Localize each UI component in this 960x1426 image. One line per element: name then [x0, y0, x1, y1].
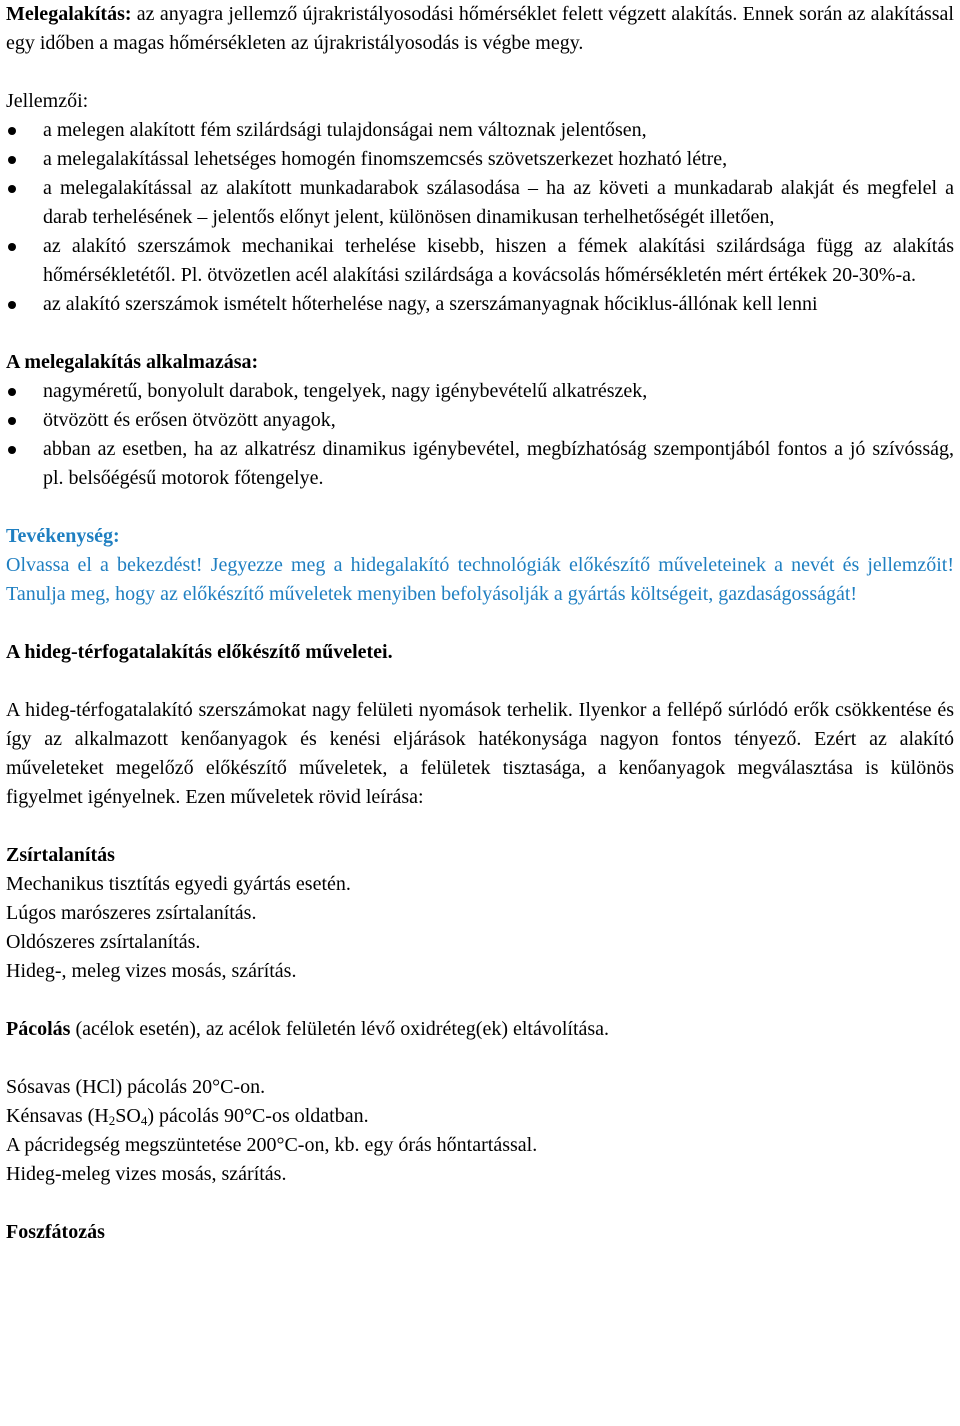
formula-text: SO: [115, 1105, 141, 1127]
pickling-line: A pácridegség megszüntetése 200°C-on, kb. egy órás hőntartással.: [6, 1134, 538, 1156]
list-item: ötvözött és erősen ötvözött anyagok,: [6, 406, 954, 435]
formula-text: ) pácolás 90°C-os oldatban.: [147, 1105, 369, 1127]
intro-text: az anyagra jellemző újrakristályosodási hőmérséklet felett végzett alakítás. Ennek során az alakítással egy időben a magas hőmérsékleten az újrakristályosodás is végbe megy.: [6, 3, 954, 54]
list-item: az alakító szerszámok ismételt hőterhelése nagy, a szerszámanyagnak hőciklus-állónak kell lenni: [6, 290, 954, 319]
degreasing-line: Oldószeres zsírtalanítás.: [6, 931, 201, 953]
degreasing-line: Mechanikus tisztítás egyedi gyártás esetén.: [6, 873, 351, 895]
applications-heading: A melegalakítás alkalmazása:: [6, 351, 259, 373]
applications-list: [6, 377, 954, 493]
prep-heading: A hideg-térfogatalakítás előkészítő műveletei.: [6, 641, 393, 663]
activity-heading: Tevékenység:: [6, 525, 120, 547]
list-item: nagyméretű, bonyolult darabok, tengelyek, nagy igénybevételű alkatrészek,: [6, 377, 954, 406]
degreasing-line: Hideg-, meleg vizes mosás, szárítás.: [6, 960, 297, 982]
formula-subscript: 2: [108, 1113, 116, 1128]
degreasing-heading: Zsírtalanítás: [6, 844, 115, 866]
prep-text: A hideg-térfogatalakító szerszámokat nagy felületi nyomások terhelik. Ilyenkor a fellépő súrlódó erők csökkentése és így az alkalmazott kenőanyagok és kenési eljárások hatékonysága nagyon fontos tényező. Ezért az alakító műveleteket megelőző előkészítő műveletek, a felületek tisztasága, a kenőanyagok megválasztása is különös figyelmet igényelnek. Ezen műveletek rövid leírása:: [6, 699, 954, 808]
list-item: a melegen alakított fém szilárdsági tulajdonságai nem változnak jelentősen,: [6, 116, 954, 145]
list-item: a melegalakítással az alakított munkadarabok szálasodása – ha az követi a munkadarab alakját és megfelel a darab terhelésének – jelentős előnyt jelent, különösen dinamikusan terhelhetőségét illetően,: [6, 174, 954, 232]
activity-text: Olvassa el a bekezdést! Jegyezze meg a hidegalakító technológiák előkészítő műveleteinek a nevét és jellemzőit! Tanulja meg, hogy az előkészítő műveletek menyiben befolyásolják a gyártás költségeit, gazdaságosságát!: [6, 554, 954, 605]
phosphating-heading: Foszfátozás: [6, 1221, 105, 1243]
pickling-paragraph: [6, 1015, 954, 1044]
list-item: a melegalakítással lehetséges homogén finomszemcsés szövetszerkezet hozható létre,: [6, 145, 954, 174]
pickling-line: Sósavas (HCl) pácolás 20°C-on.: [6, 1076, 266, 1098]
degreasing-line: Lúgos marószeres zsírtalanítás.: [6, 902, 257, 924]
list-item: az alakító szerszámok mechanikai terhelése kisebb, hiszen a fémek alakítási szilárdsága függ az alakítás hőmérsékletétől. Pl. ötvözetlen acél alakítási szilárdsága a kovácsolás hőmérsékletén mért értékek 20-30%-a.: [6, 232, 954, 290]
pickling-line-formula: [6, 1102, 954, 1131]
pickling-line: Hideg-meleg vizes mosás, szárítás.: [6, 1163, 287, 1185]
pickling-term: Pácolás: [6, 1018, 71, 1040]
features-heading: Jellemzői:: [6, 90, 89, 112]
intro-paragraph: [6, 0, 954, 58]
formula-subscript: 4: [140, 1113, 148, 1128]
list-item: abban az esetben, ha az alkatrész dinamikus igénybevétel, megbízhatóság szempontjából fontos a jó szívósság, pl. belsőégésű motorok főtengelye.: [6, 435, 954, 493]
features-list: [6, 116, 954, 319]
formula-text: Kénsavas (H: [6, 1105, 109, 1127]
pickling-text: (acélok esetén), az acélok felületén lévő oxidréteg(ek) eltávolítása.: [70, 1018, 610, 1040]
intro-term: Melegalakítás:: [6, 3, 132, 25]
